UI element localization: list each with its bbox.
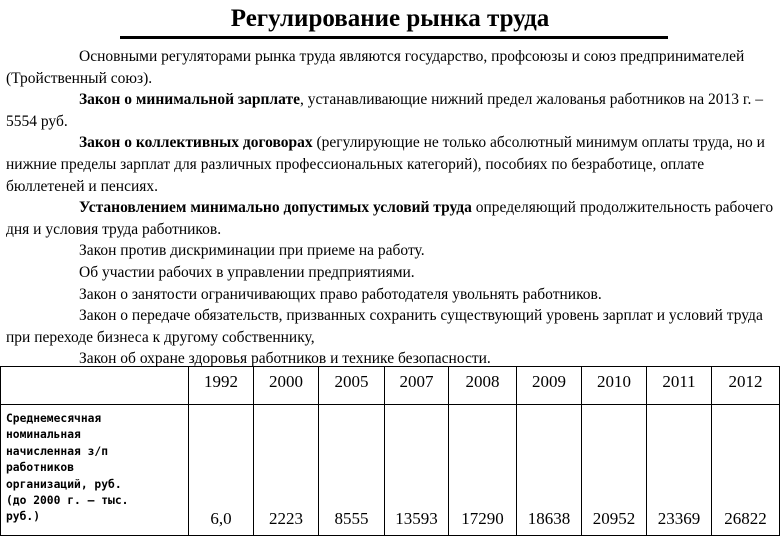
table-header-year: 2008 — [465, 372, 500, 391]
table-header-year: 2010 — [597, 372, 631, 391]
paragraph — [6, 132, 776, 197]
paragraph-bold: Установлением минимально допустимых условий труда — [79, 199, 472, 217]
table-header-year: 2000 — [269, 372, 303, 391]
paragraph-text: (регулирующие не только абсолютный минимум оплаты труда, но и нижние пределы зарплат для различных профессиональных категорий), пособиях по безработице, оплате бюллетеней и пенсиях. — [6, 134, 765, 195]
paragraph — [6, 284, 776, 306]
page-title: Регулирование рынка труда — [230, 5, 550, 32]
paragraph — [6, 305, 776, 348]
table-header-year: 2009 — [532, 372, 566, 391]
paragraph — [6, 262, 776, 284]
table-row-label: Среднемесячная номинальная начисленная з/п работников организаций, руб. (до 2000 г. – тыс. руб.) — [6, 412, 129, 524]
paragraph — [6, 197, 776, 240]
table-header-year: 2011 — [662, 372, 696, 391]
paragraph-bold: Закон о минимальной зарплате — [79, 91, 300, 109]
table-header-divider — [1, 404, 779, 405]
paragraph-text: Об участии рабочих в управлении предприятиями. — [79, 263, 415, 281]
table-header-year: 1992 — [204, 372, 238, 391]
paragraph-text: Закон о передаче обязательств, призванных сохранить существующий уровень зарплат и условий труда при переходе бизнеса к другому собственнику, — [6, 307, 763, 346]
paragraph-text: определяющий продолжительность рабочего дня и условия труда работников. — [6, 199, 774, 238]
paragraph-bold: Закон о коллективных договорах — [79, 134, 313, 152]
table-cell: 18638 — [527, 509, 571, 528]
table-cell: 6,0 — [210, 509, 232, 528]
table-cell: 17290 — [461, 509, 504, 528]
table-cell: 8555 — [334, 509, 369, 528]
table-cell: 2223 — [269, 509, 303, 528]
table-cell: 13593 — [395, 509, 438, 528]
paragraph-text: Закон против дискриминации при приеме на работу. — [79, 242, 425, 260]
table-header-year: 2005 — [334, 372, 369, 391]
paragraph-text: Основными регуляторами рынка труда являются государство, профсоюзы и союз предпринимателей (Тройственный союз). — [6, 48, 745, 87]
paragraph — [6, 46, 776, 89]
table-cell: 20952 — [592, 509, 636, 528]
title-underline — [120, 36, 668, 39]
table-cell: 26822 — [724, 509, 767, 528]
paragraph-text: Закон об охране здоровья работников и технике безопасности. — [79, 350, 491, 368]
paragraph — [6, 240, 776, 262]
table-cell: 23369 — [657, 509, 701, 528]
table-header-year: 2007 — [399, 372, 434, 391]
body-text — [6, 46, 776, 370]
paragraph-text: Закон о занятости ограничивающих право работодателя увольнять работников. — [79, 285, 602, 303]
paragraph — [6, 89, 776, 132]
table-header-year: 2012 — [728, 372, 763, 391]
salary-table — [0, 366, 780, 536]
paragraph-text: , устанавливающие нижний предел жалованья работников на 2013 г. – 5554 руб. — [6, 91, 763, 130]
